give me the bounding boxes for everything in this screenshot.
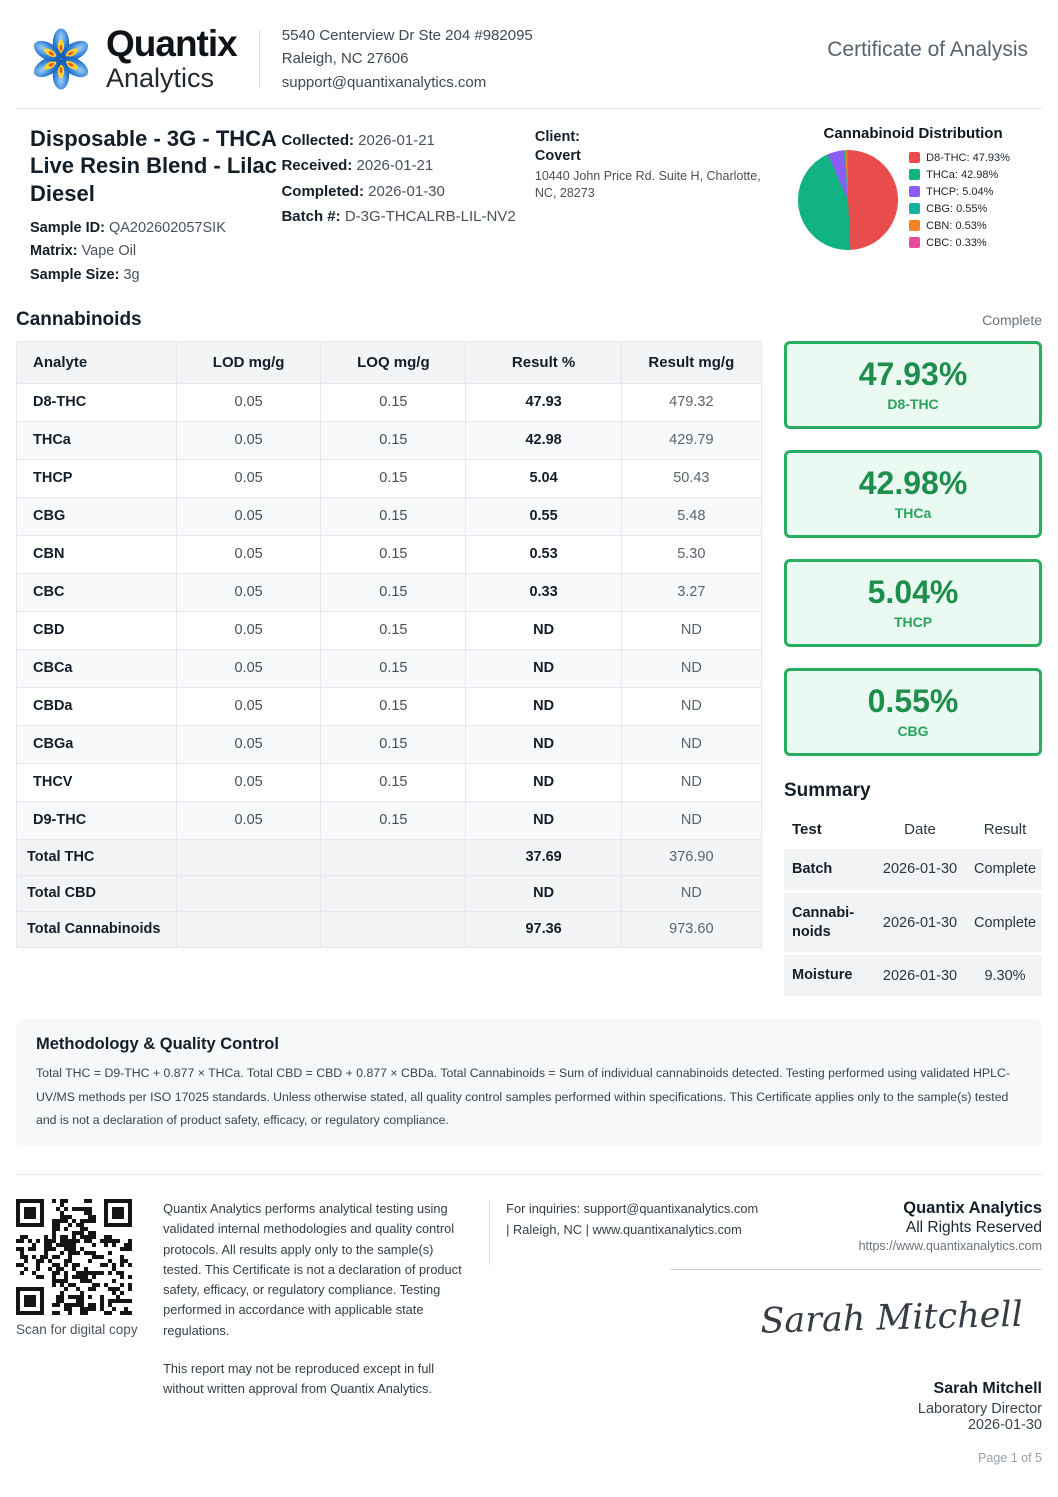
highlight-value: 47.93% (858, 356, 968, 393)
summary-column-header: Test (784, 813, 872, 846)
footer-disclaimer-block (163, 1199, 473, 1465)
section-status: Complete (982, 311, 1042, 328)
product-title: Disposable - 3G - THCA Live Resin Blend - Lilac Diesel (30, 125, 277, 206)
legend-swatch (909, 186, 920, 197)
dates-block (281, 125, 534, 287)
column-header: Result % (466, 341, 621, 383)
value-cell: 0.15 (321, 801, 466, 839)
header-divider (259, 30, 260, 88)
value-cell: 0.05 (176, 687, 320, 725)
legend-item (909, 237, 1010, 249)
analyte-cell: CBN (17, 535, 177, 573)
value-cell: 0.15 (321, 687, 466, 725)
page-number: Page 1 of 5 (978, 1451, 1042, 1466)
summary-column-header: Result (968, 813, 1042, 846)
value-cell: ND (621, 875, 761, 911)
brand-block (106, 25, 237, 92)
document-title: Certificate of Analysis (827, 38, 1028, 61)
highlight-boxes (784, 341, 1042, 756)
value-cell: ND (621, 649, 761, 687)
product-block (30, 125, 281, 287)
legend-item (909, 152, 1010, 164)
distribution-chart-block (798, 125, 1028, 287)
value-cell: ND (621, 687, 761, 725)
qr-block (16, 1199, 157, 1465)
signatory-name: Sarah Mitchell (933, 1380, 1042, 1398)
client-name: Covert (534, 148, 581, 165)
analyte-cell: THCP (17, 459, 177, 497)
value-cell: 0.15 (321, 383, 466, 421)
legend-label: THCP: 5.04% (926, 185, 994, 198)
analyte-cell: CBG (17, 497, 177, 535)
value-cell: 0.15 (321, 763, 466, 801)
table-row (17, 573, 762, 611)
highlight-box (784, 668, 1042, 756)
value-cell: 479.32 (621, 383, 761, 421)
logo (30, 28, 92, 90)
signatory-role: Laboratory Director (917, 1401, 1042, 1418)
value-cell: 0.05 (176, 497, 320, 535)
analyte-cell: CBCa (17, 649, 177, 687)
legend-label: CBG: 0.55% (926, 202, 988, 215)
value-cell: 0.15 (321, 421, 466, 459)
analyte-cell: Total Cannabinoids (17, 911, 177, 947)
qr-caption: Scan for digital copy (16, 1322, 138, 1338)
table-row (17, 535, 762, 573)
summary-column-header: Date (872, 813, 968, 846)
highlight-label: THCP (893, 613, 933, 630)
analyte-cell: CBGa (17, 725, 177, 763)
test-cell: Moisture (784, 955, 872, 996)
value-cell: 0.15 (321, 497, 466, 535)
matrix-field (30, 240, 281, 263)
value-cell: 5.04 (466, 459, 621, 497)
table-row (17, 649, 762, 687)
column-header: Result mg/g (621, 341, 761, 383)
legend-label: THCa: 42.98% (926, 168, 999, 181)
cannabinoids-section-header (16, 293, 1042, 341)
methodology-panel (16, 1019, 1042, 1146)
sample-size-label: Sample Size: (30, 266, 120, 283)
client-address: 10440 John Price Rd. Suite H, Charlotte, NC, 28273 (534, 168, 761, 201)
column-header: LOD mg/g (176, 341, 320, 383)
analyte-cell: CBC (17, 573, 177, 611)
section-title: Cannabinoids (16, 308, 142, 330)
value-cell: 0.05 (176, 421, 320, 459)
value-cell: 47.93 (466, 383, 621, 421)
batch-value: D-3G-THCALRB-LIL-NV2 (344, 208, 516, 226)
test-cell: Batch (784, 849, 872, 890)
sample-id-value: QA202602057SIK (108, 220, 226, 237)
value-cell: ND (466, 649, 621, 687)
legend-swatch (909, 237, 920, 248)
header (16, 0, 1042, 108)
value-cell: 0.15 (321, 611, 466, 649)
pie-legend (898, 152, 1010, 254)
legend-item (909, 186, 1010, 198)
summary-row (784, 849, 1042, 890)
footer-rights: All Rights Reserved (905, 1219, 1042, 1237)
value-cell: 42.98 (466, 421, 621, 459)
collected-field (281, 128, 534, 154)
qr-code (16, 1199, 132, 1315)
collected-label: Collected: (281, 131, 354, 149)
legend-swatch (909, 220, 920, 231)
highlight-value: 5.04% (867, 574, 959, 611)
value-cell: 0.05 (176, 763, 320, 801)
value-cell: ND (466, 687, 621, 725)
methodology-body: Total THC = D9-THC + 0.877 × THCa. Total CBD = CBD + 0.877 × CBDa. Total Cannabinoids = Sum of individual cannabinoids detected. Testing performed using validated HPLC-UV/MS methods per ISO 17025 standards. Unless otherwise stated, all quality control samples performed within specifications. This Certificate applies only to the sample(s) tested and is not a declaration of product safety, efficacy, or regulatory compliance. (36, 1066, 1010, 1127)
signature-date: 2026-01-30 (967, 1417, 1042, 1434)
footer-right-block (760, 1199, 1042, 1465)
table-row (17, 421, 762, 459)
table-row (17, 875, 762, 911)
value-cell: ND (466, 725, 621, 763)
legend-swatch (909, 169, 920, 180)
value-cell (321, 839, 466, 875)
lab-address-line: Raleigh, NC 27606 (281, 50, 409, 68)
cannabinoid-table (16, 341, 762, 948)
brand-name: Quantix (106, 23, 237, 65)
analyte-cell: THCa (17, 421, 177, 459)
value-cell: 3.27 (621, 573, 761, 611)
lab-address (282, 24, 533, 94)
analyte-cell: Total CBD (17, 875, 177, 911)
value-cell: Complete (968, 849, 1042, 890)
footer-inquiries: For inquiries: support@quantixanalytics.com | Raleigh, NC | www.quantixanalytics.com (506, 1201, 759, 1237)
value-cell: ND (466, 875, 621, 911)
summary-header-row (784, 813, 1042, 846)
value-cell (176, 911, 320, 947)
value-cell: 0.05 (176, 383, 320, 421)
value-cell: 2026-01-30 (872, 955, 968, 996)
table-row (17, 763, 762, 801)
client-block (535, 125, 798, 287)
footer-brand: Quantix Analytics (903, 1199, 1042, 1218)
legend-swatch (909, 203, 920, 214)
table-header-row (17, 341, 762, 383)
footer-reproduction-note: This report may not be reproduced except in full without written approval from Quantix Analytics. (163, 1360, 435, 1397)
value-cell (176, 875, 320, 911)
value-cell: 37.69 (466, 839, 621, 875)
column-header: Analyte (17, 341, 177, 383)
highlight-box (784, 341, 1042, 429)
table-row (17, 911, 762, 947)
legend-label: D8-THC: 47.93% (926, 151, 1010, 164)
highlight-label: D8-THC (887, 395, 939, 412)
column-header: LOQ mg/g (321, 341, 466, 383)
received-label: Received: (281, 157, 353, 175)
value-cell: 0.53 (466, 535, 621, 573)
value-cell: 0.15 (321, 535, 466, 573)
value-cell: 0.15 (321, 649, 466, 687)
legend-label: CBC: 0.33% (926, 236, 987, 249)
value-cell (321, 911, 466, 947)
value-cell: 376.90 (621, 839, 761, 875)
chart-title: Cannabinoid Distribution (823, 124, 1003, 142)
analyte-cell: Total THC (17, 839, 177, 875)
brand-subtitle: Analytics (106, 63, 215, 94)
value-cell: 97.36 (466, 911, 621, 947)
footer-disclaimer: Quantix Analytics performs analytical testing using validated internal methodologies and quality control protocols. All results apply only to the sample(s) tested. This Certificate is not a declaration of product safety, efficacy, or regulatory compliance. Testing performed in accordance with applicable state regulations. (163, 1201, 462, 1338)
value-cell: ND (621, 611, 761, 649)
lab-address-line: support@quantixanalytics.com (281, 73, 487, 91)
client-label: Client: (534, 128, 580, 145)
value-cell: 0.05 (176, 459, 320, 497)
analyte-cell: D9-THC (17, 801, 177, 839)
analyte-cell: CBD (17, 611, 177, 649)
value-cell: 5.30 (621, 535, 761, 573)
footer (16, 1174, 1042, 1465)
analyte-cell: D8-THC (17, 383, 177, 421)
value-cell: 2026-01-30 (872, 893, 968, 953)
value-cell: ND (466, 611, 621, 649)
value-cell (321, 875, 466, 911)
batch-field (281, 204, 534, 230)
table-row (17, 687, 762, 725)
collected-value: 2026-01-21 (358, 131, 435, 149)
value-cell: 0.55 (466, 497, 621, 535)
value-cell: 0.15 (321, 573, 466, 611)
analyte-cell: THCV (17, 763, 177, 801)
value-cell: 2026-01-30 (872, 849, 968, 890)
completed-field (281, 179, 534, 205)
value-cell: ND (621, 801, 761, 839)
table-row (17, 459, 762, 497)
sidebar (784, 341, 1042, 999)
pie-chart (798, 150, 898, 250)
batch-label: Batch #: (281, 208, 341, 226)
table-row (17, 801, 762, 839)
cannabinoid-table-wrap (16, 341, 762, 948)
lab-address-line: 5540 Centerview Dr Ste 204 #982095 (281, 27, 533, 44)
matrix-value: Vape Oil (81, 243, 137, 260)
highlight-label: CBG (897, 722, 929, 739)
analyte-cell: CBDa (17, 687, 177, 725)
footer-url: https://www.quantixanalytics.com (858, 1239, 1042, 1254)
sample-id-label: Sample ID: (30, 220, 105, 237)
legend-swatch (909, 152, 920, 163)
value-cell: 0.05 (176, 611, 320, 649)
matrix-label: Matrix: (30, 243, 78, 260)
summary-table (784, 810, 1042, 999)
highlight-box (784, 450, 1042, 538)
completed-label: Completed: (281, 182, 364, 200)
value-cell: 0.05 (176, 573, 320, 611)
value-cell: 0.15 (321, 459, 466, 497)
value-cell: 0.05 (176, 801, 320, 839)
test-cell: Cannabinoids (784, 893, 872, 953)
value-cell: 0.05 (176, 535, 320, 573)
value-cell: 429.79 (621, 421, 761, 459)
value-cell (176, 839, 320, 875)
sample-size-field (30, 264, 281, 287)
summary-row (784, 955, 1042, 996)
value-cell: Complete (968, 893, 1042, 953)
table-row (17, 839, 762, 875)
summary-title: Summary (784, 779, 871, 801)
value-cell: 50.43 (621, 459, 761, 497)
value-cell: 0.05 (176, 649, 320, 687)
table-row (17, 725, 762, 763)
value-cell: 9.30% (968, 955, 1042, 996)
highlight-value: 42.98% (858, 465, 968, 502)
received-field (281, 153, 534, 179)
signature-script: Sarah Mitchell (759, 1295, 1023, 1342)
signatory-block (760, 1380, 1042, 1433)
legend-item (909, 220, 1010, 232)
value-cell: 0.15 (321, 725, 466, 763)
received-value: 2026-01-21 (356, 157, 434, 175)
table-row (17, 383, 762, 421)
completed-value: 2026-01-30 (368, 182, 445, 200)
legend-label: CBN: 0.53% (926, 219, 987, 232)
sample-size-value: 3g (123, 266, 140, 283)
highlight-box (784, 559, 1042, 647)
summary-row (784, 893, 1042, 953)
sample-info-section (16, 108, 1042, 293)
highlight-value: 0.55% (867, 683, 959, 720)
value-cell: ND (466, 801, 621, 839)
value-cell: 5.48 (621, 497, 761, 535)
table-row (17, 497, 762, 535)
legend-item (909, 169, 1010, 181)
highlight-label: THCa (894, 504, 932, 521)
value-cell: 0.33 (466, 573, 621, 611)
sample-id-field (30, 217, 281, 240)
flower-logo-icon (30, 28, 92, 90)
methodology-title: Methodology & Quality Control (36, 1035, 279, 1054)
table-row (17, 611, 762, 649)
value-cell: 973.60 (621, 911, 761, 947)
value-cell: ND (621, 763, 761, 801)
value-cell: 0.05 (176, 725, 320, 763)
value-cell: ND (466, 763, 621, 801)
value-cell: ND (621, 725, 761, 763)
footer-divider (489, 1201, 490, 1265)
legend-item (909, 203, 1010, 215)
